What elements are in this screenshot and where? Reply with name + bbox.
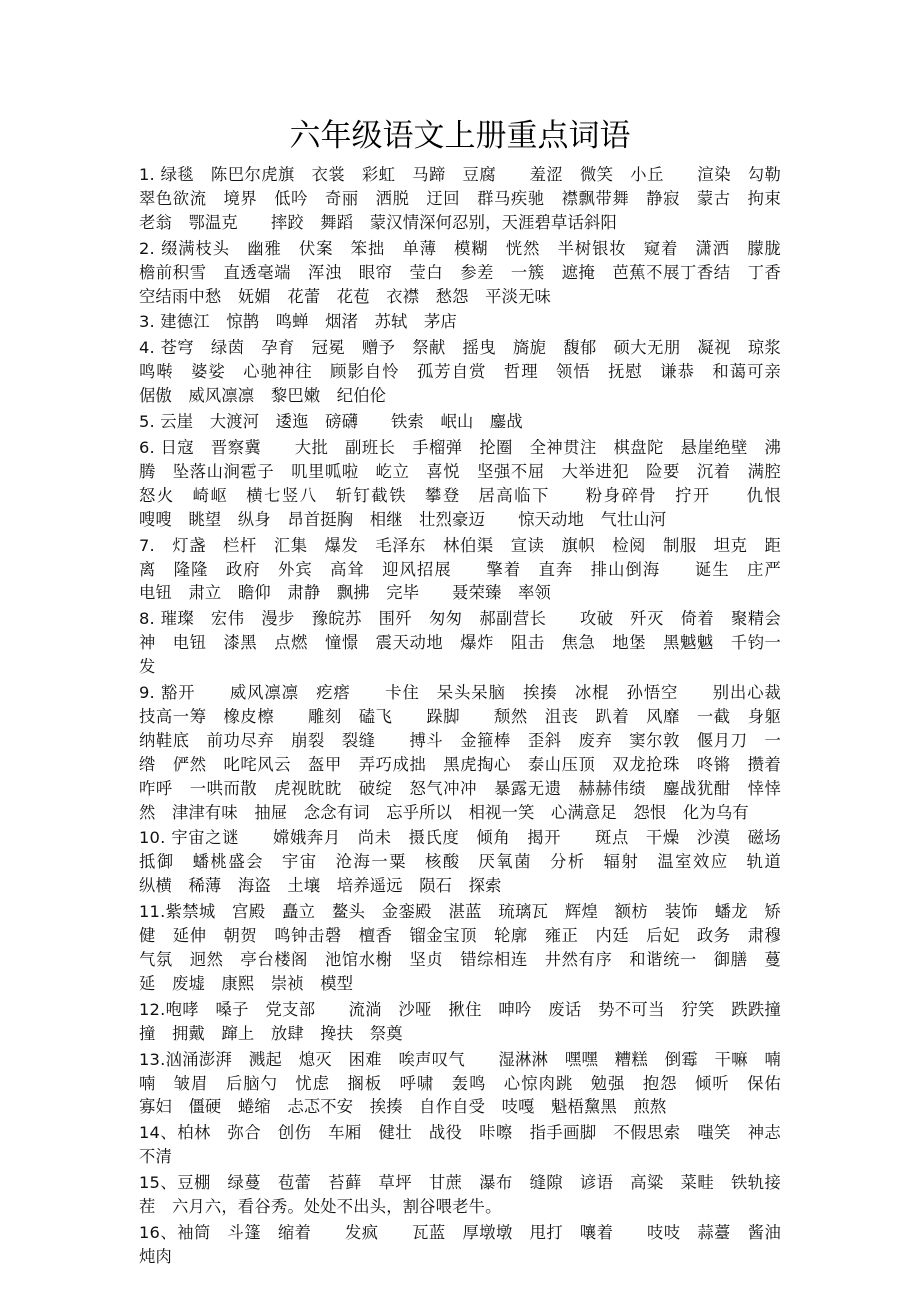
page-title: 六年级语文上册重点词语 — [289, 118, 631, 154]
vocab-section-7: 7. 灯盏 栏杆 汇集 爆发 毛泽东 林伯渠 宣读 旗帜 检阅 制服 坦克 距离 隆隆 政府 外宾 高耸 迎风招展 擎着 直奔 排山倒海 诞生 庄严 电钮 肃立 瞻仰 肃静 飘拂 完毕 聂荣臻 率领 — [139, 535, 798, 603]
vocab-section-5: 5. 云崖 大渡河 逶迤 磅礴 铁索 岷山 鏖战 — [139, 412, 523, 432]
vocab-section-11: 11.紫禁城 宫殿 矗立 鳌头 金銮殿 湛蓝 琉璃瓦 辉煌 额枋 装饰 蟠龙 矫健 延伸 朝贺 鸣钟击磬 檀香 镏金宝顶 轮廓 雍正 内廷 后妃 政务 肃穆 气氛 迥然 亭台楼阁 池馆水榭 坚贞 错综相连 井然有序 和谐统一 御膳 蔓延 废墟 康熙 崇祯 模型 — [139, 902, 798, 993]
vocab-section-4: 4. 苍穹 绿茵 孕育 冠冕 赠予 祭献 摇曳 旖旎 馥郁 硕大无朋 凝视 琼浆 鸣啭 婆娑 心驰神往 顾影自怜 孤芳自赏 哲理 领悟 抚慰 谦恭 和蔼可亲 倨傲 威风凛凛 黎巴嫩 纪伯伦 — [139, 338, 798, 406]
vocab-section-2: 2. 缀满枝头 幽雅 伏案 笨拙 单薄 模糊 恍然 半树银妆 窥着 潇洒 朦胧 檐前积雪 直透毫端 浑浊 眼帘 莹白 参差 一簇 遮掩 芭蕉不展丁香结 丁香空结雨中愁 妩媚 花蕾 花苞 衣襟 愁怨 平淡无味 — [139, 238, 798, 306]
vocab-section-13: 13.汹涌澎湃 溅起 熄灭 困难 唉声叹气 湿淋淋 嘿嘿 糟糕 倒霉 干嘛 喃喃 皱眉 后脑勺 忧虑 搁板 呼啸 轰鸣 心惊肉跳 勉强 抱怨 倾听 保佑 寡妇 僵硬 蜷缩 忐忑不安 挨揍 自作自受 吱嘎 魁梧黧黑 煎熬 — [139, 1049, 798, 1117]
vocabulary-list — [139, 163, 814, 1271]
vocab-section-6: 6. 日寇 晋察冀 大批 副班长 手榴弹 抡圈 全神贯注 棋盘陀 悬崖绝壁 沸腾 坠落山涧雹子 叽里呱啦 屹立 喜悦 坚强不屈 大举进犯 险要 沉着 满腔怒火 崎岖 横七竖八 斩钉截铁 攀登 居高临下 粉身碎骨 拧开 仇恨 嗖嗖 眺望 纵身 昂首挺胸 相继 壮烈豪迈 惊天动地 气壮山河 — [139, 437, 814, 529]
vocab-section-10: 10. 宇宙之谜 嫦娥奔月 尚未 摄氏度 倾角 揭开 斑点 干燥 沙漠 磁场 抵御 蟠桃盛会 宇宙 沧海一粟 核酸 厌氧菌 分析 辐射 温室效应 轨道 纵横 稀薄 海盗 土壤 培养遥远 陨石 探索 — [139, 828, 814, 896]
vocab-section-3: 3. 建德江 惊鹊 鸣蝉 烟渚 苏轼 茅店 — [139, 312, 457, 332]
vocab-section-12: 12.咆哮 嗓子 党支部 流淌 沙哑 揪住 呻吟 废话 势不可当 狞笑 跌跌撞撞 拥戴 蹿上 放肆 搀扶 祭奠 — [139, 999, 781, 1043]
vocab-section-1: 1. 绿毯 陈巴尔虎旗 衣裳 彩虹 马蹄 豆腐 羞涩 微笑 小丘 渲染 勾勒 翠色欲流 境界 低吟 奇丽 洒脱 迂回 群马疾驰 襟飘带舞 静寂 蒙古 拘束 老翁 鄂温克 摔跤 舞蹈 蒙汉情深何忍别，天涯碧草话斜阳 — [139, 165, 798, 232]
vocab-section-9: 9. 豁开 威风凛凛 疙瘩 卡住 呆头呆脑 挨揍 冰棍 孙悟空 别出心裁 技高一筹 橡皮檫 雕刻 磕飞 跺脚 颓然 沮丧 趴着 风靡 一截 身躯 纳鞋底 前功尽弃 崩裂 裂缝 搏斗 金箍棒 歪斜 废弃 窦尔敦 偃月刀 一绺 俨然 叱咤风云 盔甲 弄巧成拙 黑虎掏心 泰山压顶 双龙抢珠 咚锵 攒着 咋呼 一哄而散 虎视眈眈 破绽 怒气冲冲 暴露无遗 赫赫伟绩 鏖战犹酣 悻悻然 津津有味 抽屉 念念有词 忘乎所以 相视一笑 心满意足 怨恨 化为乌有 — [139, 683, 814, 822]
vocab-section-15: 15、豆棚 绿蔓 苞蕾 苔藓 草坪 甘蔗 瀑布 缝隙 谚语 高粱 菜畦 铁轨接茬 六月六，看谷秀。处处不出头，割谷喂老牛。 — [139, 1173, 781, 1217]
vocab-section-16: 16、袖筒 斗篷 缩着 发疯 瓦蓝 厚墩墩 甩打 嚷着 吱吱 蒜薹 酱油 炖肉 — [139, 1222, 798, 1266]
vocab-section-8: 8. 璀璨 宏伟 漫步 豫皖苏 围歼 匆匆 郝副营长 攻破 歼灭 倚着 聚精会神 电钮 漆黑 点燃 憧憬 震天动地 爆炸 阻击 焦急 地堡 黑魆魆 千钧一发 — [139, 609, 781, 677]
vocab-section-14: 14、柏林 弥合 创伤 车厢 健壮 战役 咔嚓 指手画脚 不假思索 嗤笑 神志不清 — [139, 1123, 781, 1167]
